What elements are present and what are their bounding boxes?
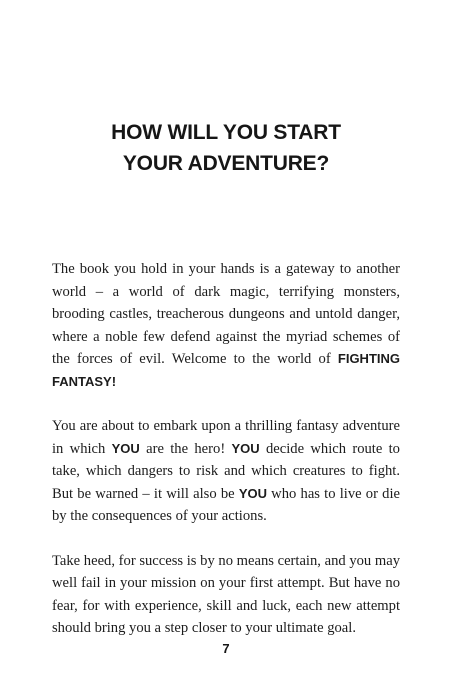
paragraph-hero-text-2: are the hero!: [139, 440, 232, 457]
page-number: 7: [222, 641, 230, 656]
paragraph-hero-text-3: decide which route to take, which dangers to risk and which creatures to fight. But be warned – it will also be: [52, 440, 400, 502]
body-text: [52, 258, 400, 640]
paragraph-hero-text-4: who has to live or die by the consequences of your actions.: [52, 485, 400, 524]
paragraph-intro-text: The book you hold in your hands is a gateway to another world – a world of dark magic, terrifying monsters, brooding castles, treacherous dungeons and untold danger, where a noble few defend against the myriad schemes of the forces of evil. Welcome to the world of: [52, 261, 400, 367]
you-emphasis: YOU: [238, 485, 267, 501]
you-emphasis: YOU: [111, 440, 140, 456]
heading-line-2: YOUR ADVENTURE?: [122, 152, 330, 175]
paragraph-hero-text-1: You are about to embark upon a thrilling fantasy adventure in which: [52, 418, 400, 457]
paragraph-hero: [52, 415, 400, 528]
heading-line-1: HOW WILL YOU START: [111, 121, 341, 144]
paragraph-heed: Take heed, for success is by no means certain, and you may well fail in your mission on your first attempt. But have no fear, for with experience, skill and luck, each new attempt should bring you a step closer to your ultimate goal.: [52, 552, 400, 636]
you-emphasis: YOU: [231, 440, 260, 456]
chapter-heading: [0, 117, 452, 179]
paragraph-intro: [52, 258, 400, 393]
fighting-fantasy-emphasis: FIGHTING FANTASY!: [52, 351, 400, 389]
